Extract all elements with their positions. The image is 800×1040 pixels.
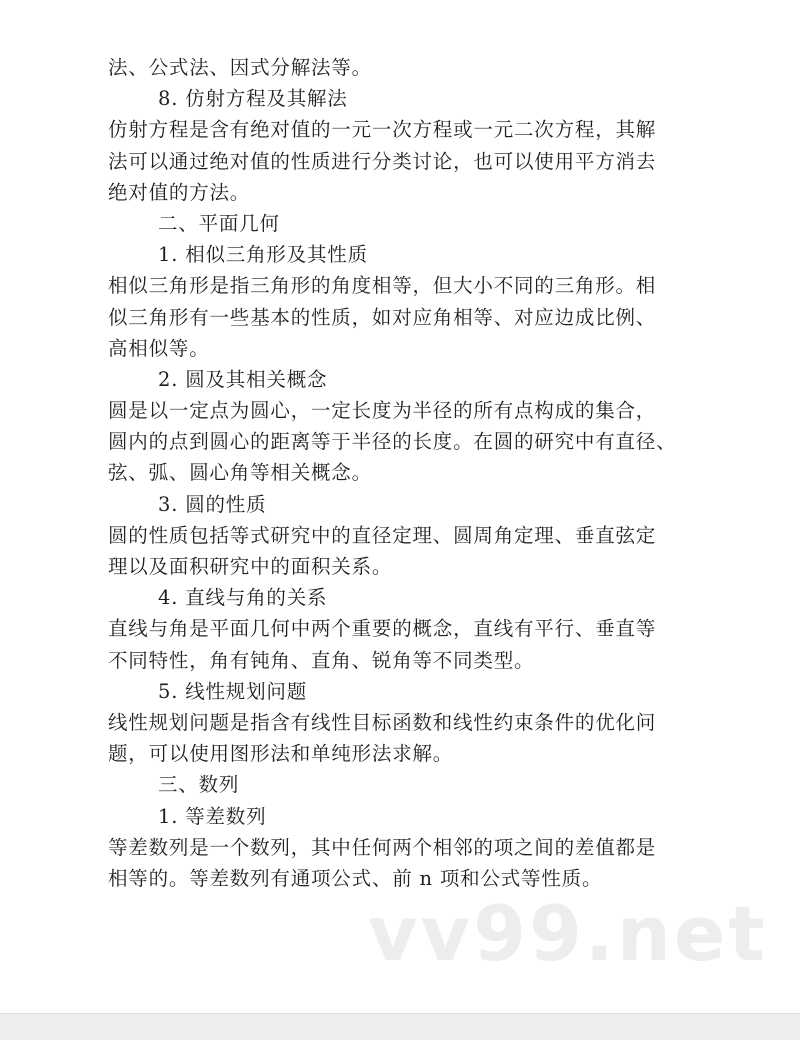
paragraph-line: 圆的性质包括等式研究中的直径定理、圆周角定理、垂直弦定 (108, 523, 657, 547)
paragraph-line: 似三角形有一些基本的性质，如对应角相等、对应边成比例、 (108, 305, 657, 329)
subsection-heading: 1. 等差数列 (158, 804, 267, 828)
subsection-heading: 4. 直线与角的关系 (158, 586, 328, 610)
paragraph-line: 法、公式法、因式分解法等。 (108, 56, 372, 79)
paragraph-line: 相等的。等差数列有通项公式、前 n 项和公式等性质。 (108, 866, 603, 890)
paragraph-line: 圆内的点到圆心的距离等于半径的长度。在圆的研究中有直径、 (108, 430, 677, 454)
subsection-heading: 2. 圆及其相关概念 (158, 367, 328, 391)
paragraph-line: 理以及面积研究中的面积关系。 (108, 555, 393, 578)
subsection-heading: 1. 相似三角形及其性质 (158, 243, 368, 267)
paragraph-line: 圆是以一定点为圆心，一定长度为半径的所有点构成的集合， (108, 399, 657, 423)
paragraph-line: 线性规划问题是指含有线性目标函数和线性约束条件的优化问 (108, 710, 657, 734)
subsection-heading: 8. 仿射方程及其解法 (158, 87, 348, 111)
page-bottom-edge (0, 1013, 800, 1040)
paragraph-line: 相似三角形是指三角形的角度相等，但大小不同的三角形。相 (108, 274, 657, 298)
paragraph-line: 仿射方程是含有绝对值的一元一次方程或一元二次方程，其解 (108, 118, 657, 142)
document-body (108, 52, 698, 894)
paragraph-line: 法可以通过绝对值的性质进行分类讨论，也可以使用平方消去 (108, 149, 657, 173)
subsection-heading: 3. 圆的性质 (158, 492, 267, 516)
paragraph-line: 直线与角是平面几何中两个重要的概念，直线有平行、垂直等 (108, 617, 657, 641)
subsection-heading: 5. 线性规划问题 (158, 679, 308, 703)
section-heading: 二、平面几何 (158, 211, 280, 235)
paragraph-line: 弦、弧、圆心角等相关概念。 (108, 461, 372, 485)
watermark: vv99.net (368, 889, 768, 978)
paragraph-line: 题，可以使用图形法和单纯形法求解。 (108, 742, 454, 766)
section-heading: 三、数列 (158, 773, 240, 797)
paragraph-line: 不同特性，角有钝角、直角、锐角等不同类型。 (108, 648, 535, 672)
paragraph-line: 绝对值的方法。 (108, 180, 251, 204)
paragraph-line: 高相似等。 (108, 336, 210, 360)
paragraph-line: 等差数列是一个数列，其中任何两个相邻的项之间的差值都是 (108, 835, 657, 859)
